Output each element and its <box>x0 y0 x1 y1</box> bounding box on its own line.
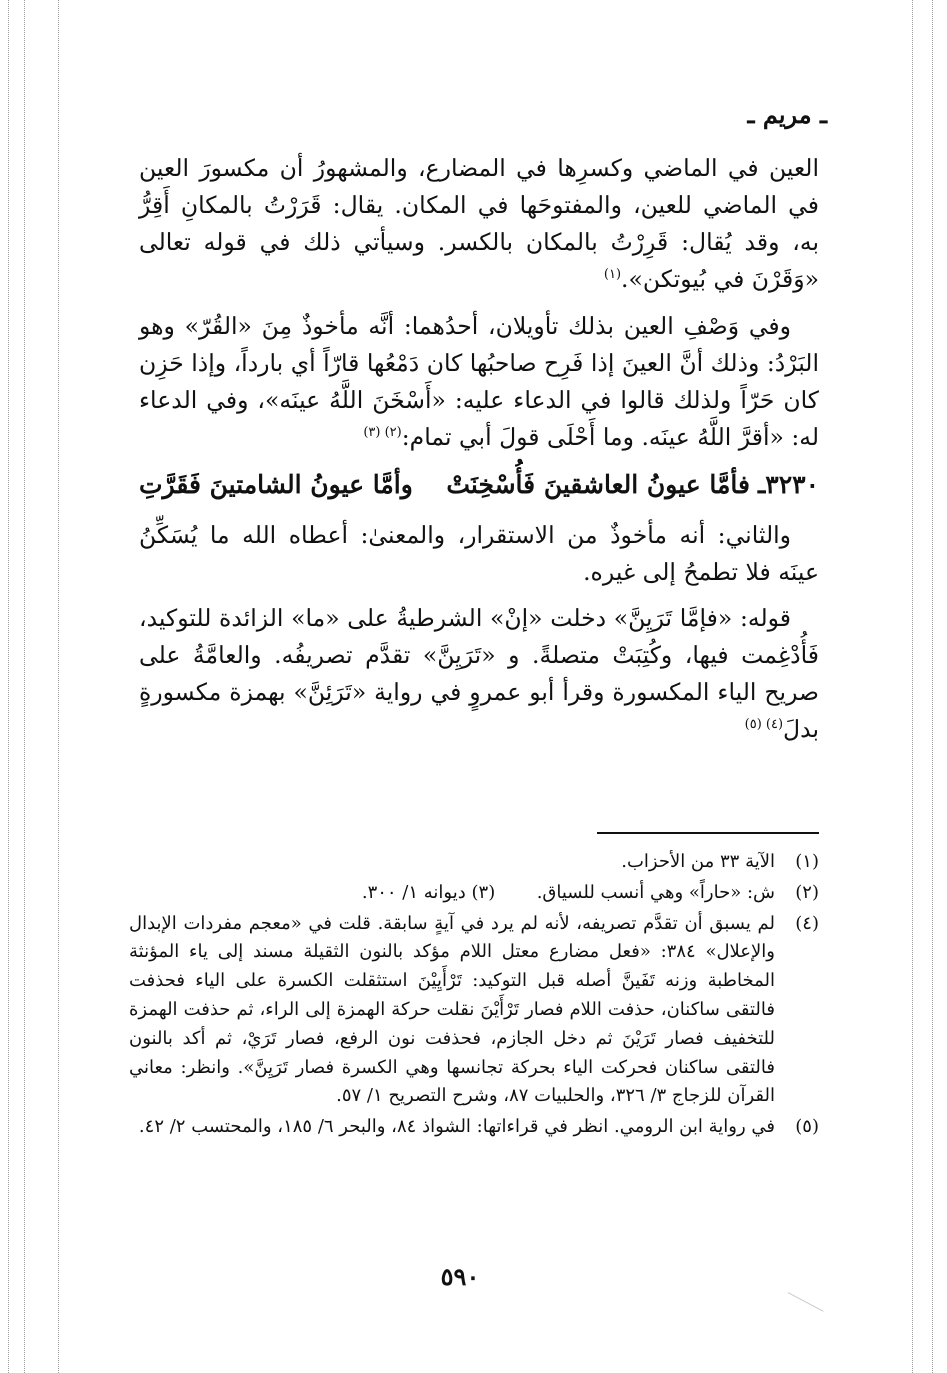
paragraph-4 <box>139 600 819 749</box>
footnote-2-3 <box>129 879 819 908</box>
verse-hemistich-second: وأمَّا عيونُ الشامتينَ فَقَرَّتِ <box>138 470 413 499</box>
verse-hemistich-first: فأمَّا عيونُ العاشقينَ فَأُسْخِنَتْ <box>446 470 750 499</box>
paragraph-1 <box>139 150 819 299</box>
paragraph-2-text: وفي وَصْفِ العين بذلك تأويلان، أحدُهما: أنَّه مأخوذٌ مِنَ «القُرّ» وهو البَرْدُ: وذلك أنَّ العينَ إذا فَرِح صاحبُها كان دَمْعُها قارّاً أي بارداً، وإذا حَزِن كان حَرّاً ولذلك قالوا في الدعاء عليه: «أَسْخَنَ اللَّهُ عينَه»، وفي الدعاء له: «أقرَّ اللَّهُ عينَه. وما أَحْلَى قولَ أبي تمام: <box>139 311 819 451</box>
footnotes <box>129 848 819 1144</box>
paragraph-2 <box>139 308 819 457</box>
paragraph-3: والثاني: أنه مأخوذٌ من الاستقرار، والمعنىٰ: أعطاه الله ما يُسَكِّنُ عينَه فلا تطمحُ إلى غيره. <box>139 520 819 586</box>
footnote-5 <box>129 1113 819 1142</box>
footnote-text: الآية ٣٣ من الأحزاب. <box>621 851 775 872</box>
main-text <box>139 150 819 757</box>
scan-border-left-middle <box>24 0 25 1373</box>
page-number: ٥٩٠ <box>440 1262 480 1291</box>
footnote-number: (٢) <box>795 881 819 903</box>
footnote-4 <box>129 910 819 1112</box>
scan-mark <box>776 1292 823 1333</box>
footnote-ref-5: (٥) <box>744 717 762 733</box>
footnote-ref-4-5 <box>745 717 783 732</box>
paragraph-4-text: قوله: «فإمَّا تَرَيِنَّ» دخلت «إنْ» الشرطيةُ على «ما» الزائدة للتوكيد، فَأُدْغِمت فيها، وكُتِبَتْ متصلةً. و «تَرَيِنَّ» تقدَّم تصريفُه. والعامَّةُ على صريح الياء المكسورة وقرأ أبو عمروٍ في رواية «تَرَئِنَّ» بهمزة مكسورةٍ بدلَ <box>139 603 819 744</box>
footnote-1 <box>129 848 819 877</box>
scan-border-left-inner <box>58 0 59 1373</box>
footnote-3-number: (٣) <box>471 881 496 903</box>
footnote-ref-2-3 <box>363 425 401 440</box>
footnote-ref-1: (١) <box>603 267 622 283</box>
paragraph-1-text: العين في الماضي وكسرِها في المضارع، والمشهورُ أن مكسورَ العين في الماضي للعين، والمفتوحَها في المكان. يقال: قَرَرْتُ بالمكانِ أَقِرُّ به، وقد يُقال: قَرِرْتُ بالمكان بالكسر. وسيأتي ذلك في قوله تعالى «وَقَرْنَ في بُيوتكن». <box>139 154 819 294</box>
footnote-separator <box>597 832 819 834</box>
footnote-number: (١) <box>795 851 819 872</box>
scan-border-right-outer <box>932 0 933 1373</box>
footnote-3-text: ديوانه ١/ ٣٠٠. <box>361 881 466 903</box>
scan-border-left-outer <box>8 0 9 1373</box>
footnote-2-text: ش: «حاراً» وهي أنسب للسياق. <box>536 881 775 903</box>
footnote-number: (٤) <box>795 912 819 934</box>
poetry-verse <box>139 465 819 505</box>
verse-number: ٣٢٣٠ـ <box>757 470 819 499</box>
footnote-ref-3: (٣) <box>363 425 381 441</box>
footnote-text: لم يسبق أن تقدَّم تصريفه، لأنه لم يرد في آيةٍ سابقة. قلت في «معجم مفردات الإبدال والإعلال» ٣٨٤: «فعل مضارع معتل اللام مؤكد بالنون الثقيلة مسند إلى ياء المؤنثة المخاطبة وزنه تَفَينَّ أصله قبل التوكيد: تَرْأَيِيْنَ استثقلت الكسرة على الياء فحذفت فالتقى ساكنان، حذفت اللام فصار تَرْأَيْنَ نقلت حركة الهمزة إلى الراء، ثم حذفت الهمزة للتخفيف فصار تَرَيْنَ ثم دخل الجازم، فحذفت نون الرفع، فصار تَرَيْ، ثم أكد بالنون فالتقى ساكنان فحركت الياء بحركة تجانسها وهي الكسرة فصار تَرَيِنَّ». وانظر: معاني القرآن للزجاج ٣/ ٣٢٦، والحلبيات ٨٧، وشرح التصريح ١/ ٥٧. <box>129 912 775 1107</box>
scan-border-right-inner <box>912 0 913 1373</box>
footnote-text: في رواية ابن الرومي. انظر في قراءاتها: الشواذ ٨٤، والبحر ٦/ ١٨٥، والمحتسب ٢/ ٤٢. <box>138 1116 775 1138</box>
footnote-ref-2: (٢) <box>384 425 402 441</box>
footnote-number: (٥) <box>795 1116 819 1138</box>
footnote-text-pair <box>129 879 775 908</box>
footnote-ref-4: (٤) <box>765 717 784 733</box>
running-header: ـ مريم ـ <box>747 100 827 129</box>
